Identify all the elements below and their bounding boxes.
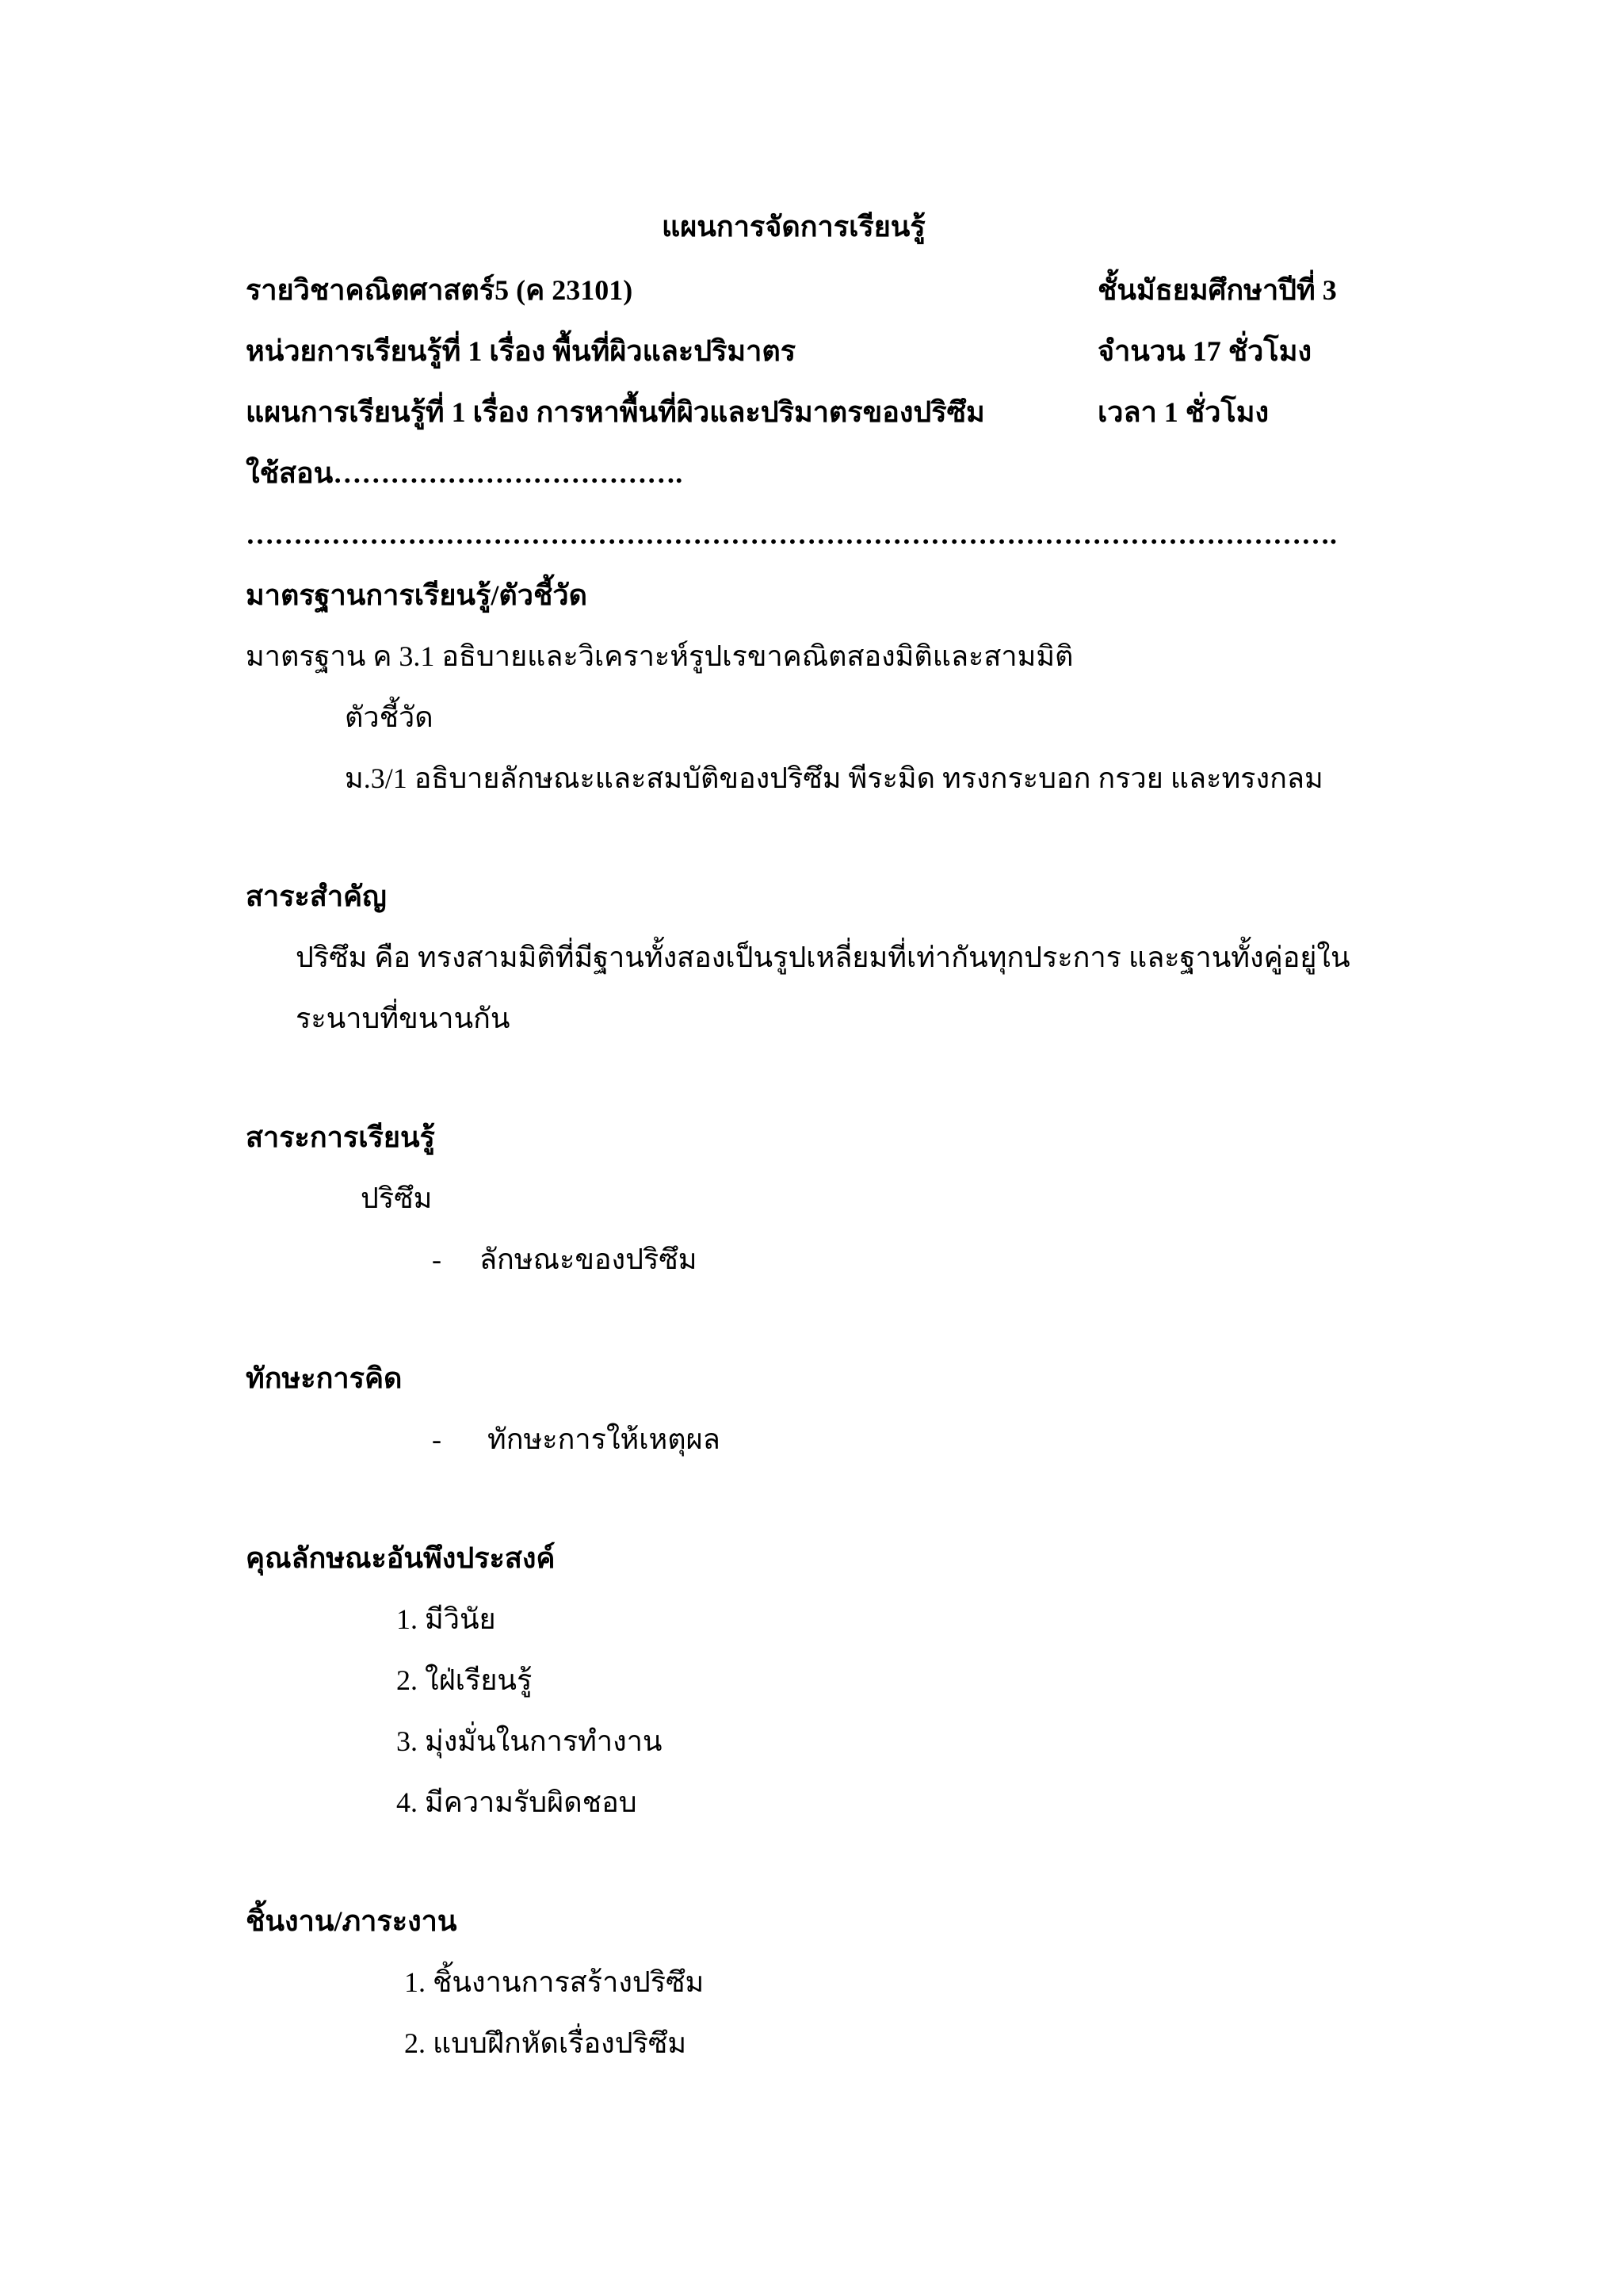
unit-label: หน่วยการเรียนรู้ที่ 1 เรื่อง พื้นที่ผิวและปริมาตร — [246, 335, 796, 367]
attribute-item: 2. ใฝ่เรียนรู้ — [396, 1664, 533, 1696]
workpiece-item: 2. แบบฝึกหัดเรื่องปริซึม — [404, 2027, 687, 2059]
attributes-heading: คุณลักษณะอันพึงประสงค์ — [246, 1542, 556, 1574]
content-item: ลักษณะของปริซึม — [479, 1244, 697, 1275]
unit-hours-label: จำนวน 17 ชั่วโมง — [1098, 335, 1312, 367]
workpiece-item: 1. ชิ้นงานการสร้างปริซึม — [404, 1966, 705, 1998]
attribute-item: 3. มุ่งมั่นในการทำงาน — [396, 1725, 663, 1757]
thinking-bullet: - — [432, 1423, 441, 1455]
indicator-label: ตัวชี้วัด — [345, 701, 433, 733]
content-heading: สาระการเรียนรู้ — [246, 1121, 435, 1153]
thinking-item: ทักษะการให้เหตุผล — [487, 1423, 720, 1455]
thinking-heading: ทักษะการคิด — [246, 1362, 403, 1394]
content-topic: ปริซึม — [361, 1182, 433, 1214]
subject-label: รายวิชาคณิตศาสตร์5 (ค 23101) — [246, 274, 633, 306]
plan-time-label: เวลา 1 ชั่วโมง — [1098, 396, 1270, 428]
content-bullet: - — [432, 1244, 441, 1275]
key-concept-line-1: ปริซึม คือ ทรงสามมิติที่มีฐานทั้งสองเป็นรูปเหลี่ยมที่เท่ากันทุกประการ และฐานทั้งคู่อยู่ใน — [296, 942, 1350, 973]
grade-label: ชั้นมัธยมศึกษาปีที่ 3 — [1098, 274, 1337, 306]
dotted-separator: ……………………………………………………………………………………………………. — [246, 518, 1337, 550]
attribute-item: 4. มีความรับผิดชอบ — [396, 1786, 637, 1818]
standards-heading: มาตรฐานการเรียนรู้/ตัวชี้วัด — [246, 579, 587, 611]
plan-label: แผนการเรียนรู้ที่ 1 เรื่อง การหาพื้นที่ผิวและปริมาตรของปริซึม — [246, 396, 985, 428]
teaching-date-label: ใช้สอน………………………………. — [246, 457, 683, 489]
key-concept-heading: สาระสำคัญ — [246, 881, 387, 912]
workpieces-heading: ชิ้นงาน/ภาระงาน — [246, 1905, 457, 1937]
indicator-text: ม.3/1 อธิบายลักษณะและสมบัติของปริซึม พีระมิด ทรงกระบอก กรวย และทรงกลม — [345, 762, 1323, 794]
attribute-item: 1. มีวินัย — [396, 1603, 496, 1635]
key-concept-line-2: ระนาบที่ขนานกัน — [296, 1003, 510, 1034]
page-title: แผนการจัดการเรียนรู้ — [662, 211, 926, 243]
standard-text: มาตรฐาน ค 3.1 อธิบายและวิเคราะห์รูปเรขาคณิตสองมิติและสามมิติ — [246, 640, 1074, 672]
